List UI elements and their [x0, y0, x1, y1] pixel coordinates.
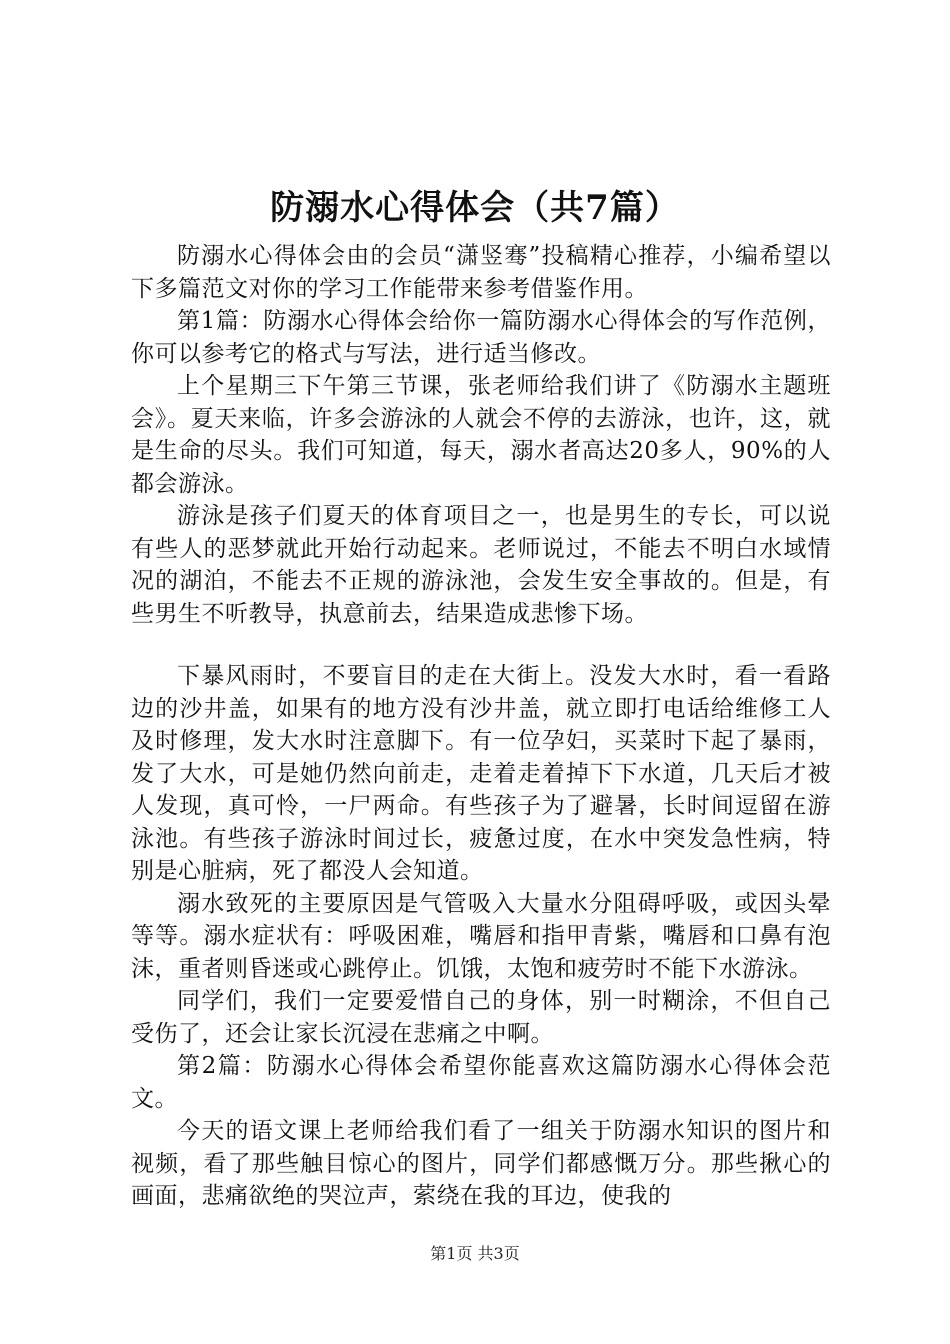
intro-paragraph: 防溺水心得体会由的会员“潇竖骞”投稿精心推荐，小编希望以下多篇范文对你的学习工作能带来参考借鉴作用。 — [131, 243, 831, 302]
body-paragraph: 上个星期三下午第三节课，张老师给我们讲了《防溺水主题班会》。夏天来临，许多会游泳的人就会不停的去游泳，也许，这，就是生命的尽头。我们可知道，每天，溺水者高达20多人，90%的人都会游泳。 — [131, 373, 831, 497]
page-number-footer: 第1页 共3页 — [430, 1244, 520, 1263]
document-body — [131, 240, 831, 1213]
body-paragraph: 下暴风雨时，不要盲目的走在大街上。没发大水时，看一看路边的沙井盖，如果有的地方没有沙井盖，就立即打电话给维修工人及时修理，发大水时注意脚下。有一位孕妇，买菜时下起了暴雨，发了大水，可是她仍然向前走，走着走着掉下下水道，几天后才被人发现，真可怜，一尸两命。有些孩子为了避暑，长时间逗留在游泳池。有些孩子游泳时间过长，疲惫过度，在水中突发急性病，特别是心脏病，死了都没人会知道。 — [131, 663, 831, 884]
body-paragraph: 同学们，我们一定要爱惜自己的身体，别一时糊涂，不但自己受伤了，还会让家长沉浸在悲痛之中啊。 — [131, 988, 831, 1047]
body-paragraph: 游泳是孩子们夏天的体育项目之一，也是男生的专长，可以说有些人的恶梦就此开始行动起来。老师说过，不能去不明白水域情况的湖泊，不能去不正规的游泳池，会发生安全事故的。但是，有些男生不听教导，执意前去，结果造成悲惨下场。 — [131, 503, 831, 627]
document-title: 防溺水心得体会（共7篇） — [270, 188, 680, 228]
body-paragraph: 今天的语文课上老师给我们看了一组关于防溺水知识的图片和视频，看了那些触目惊心的图片，同学们都感慨万分。那些揪心的画面，悲痛欲绝的哭泣声，萦绕在我的耳边，使我的 — [131, 1118, 831, 1209]
article-2-heading-paragraph: 第2篇：防溺水心得体会希望你能喜欢这篇防溺水心得体会范文。 — [131, 1053, 831, 1112]
body-paragraph: 溺水致死的主要原因是气管吸入大量水分阻碍呼吸，或因头晕等等。溺水症状有：呼吸困难，嘴唇和指甲青紫，嘴唇和口鼻有泡沫，重者则昏迷或心跳停止。饥饿，太饱和疲劳时不能下水游泳。 — [131, 890, 831, 982]
article-1-heading-paragraph: 第1篇：防溺水心得体会给你一篇防溺水心得体会的写作范例，你可以参考它的格式与写法，进行适当修改。 — [131, 308, 831, 367]
